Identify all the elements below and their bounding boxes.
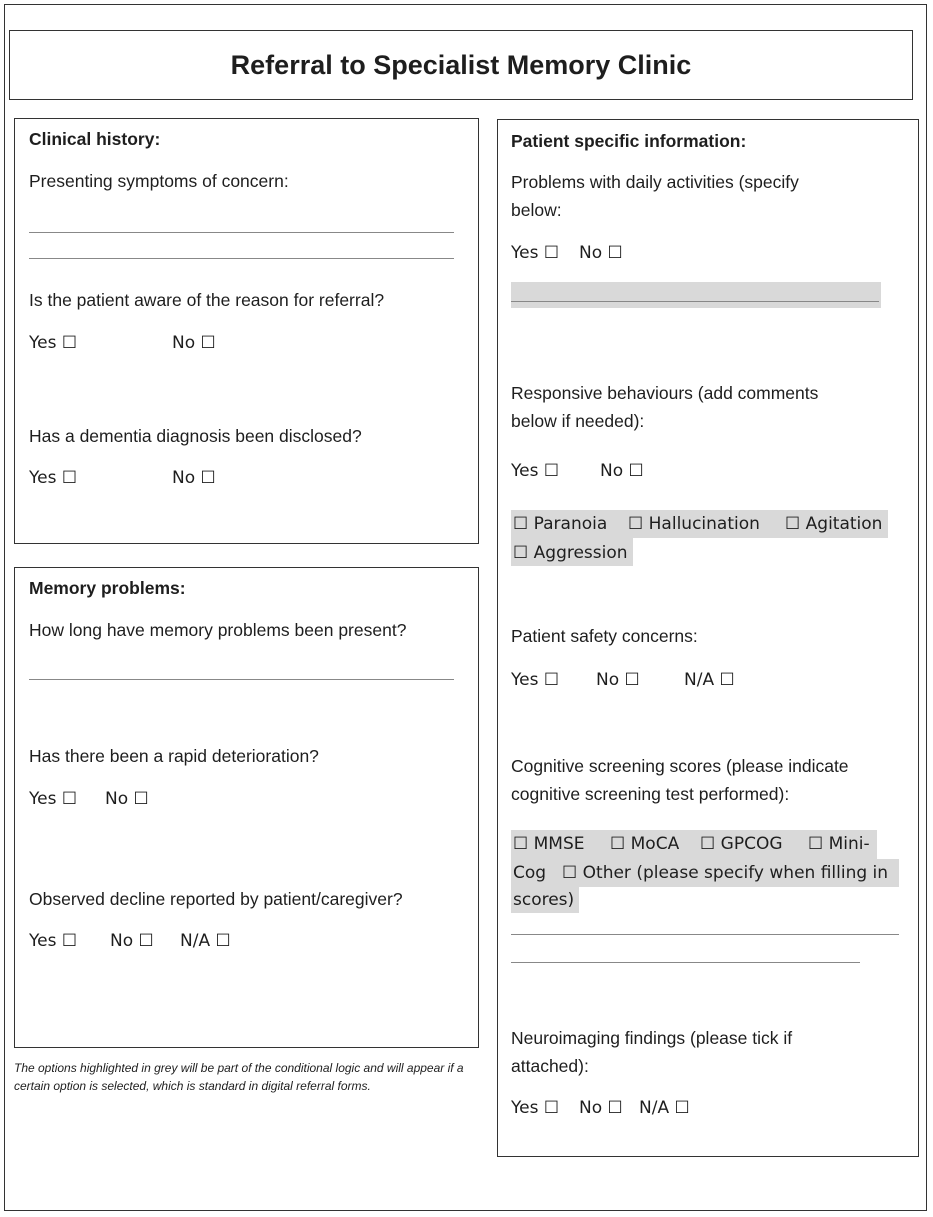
neuroimaging-na-checkbox[interactable]: N/A ☐ bbox=[639, 1098, 690, 1118]
mini-cog-checkbox[interactable]: ☐ Mini- bbox=[808, 834, 870, 854]
symptoms-line-1[interactable] bbox=[29, 232, 454, 233]
memory-duration-line[interactable] bbox=[29, 679, 454, 680]
other-test-label-cont: scores) bbox=[513, 890, 575, 910]
moca-checkbox[interactable]: ☐ MoCA bbox=[610, 834, 680, 854]
memory-duration-question: How long have memory problems been present? bbox=[29, 620, 407, 640]
dementia-disclosed-question: Has a dementia diagnosis been disclosed? bbox=[29, 426, 362, 446]
memory-problems-heading: Memory problems: bbox=[29, 578, 186, 598]
rapid-deterioration-yes-checkbox[interactable]: Yes ☐ bbox=[29, 789, 78, 809]
dementia-disclosed-yes-checkbox[interactable]: Yes ☐ bbox=[29, 468, 78, 488]
observed-decline-question: Observed decline reported by patient/caregiver? bbox=[29, 889, 403, 909]
responsive-behaviours-yes-checkbox[interactable]: Yes ☐ bbox=[511, 461, 560, 481]
form-title-box bbox=[9, 30, 913, 100]
daily-activities-line bbox=[511, 301, 879, 302]
agitation-checkbox[interactable]: ☐ Agitation bbox=[785, 514, 883, 534]
rapid-deterioration-question: Has there been a rapid deterioration? bbox=[29, 746, 319, 766]
daily-activities-label-line1: Problems with daily activities (specify bbox=[511, 172, 799, 192]
patient-safety-na-checkbox[interactable]: N/A ☐ bbox=[684, 670, 735, 690]
mini-cog-label-cont: Cog bbox=[513, 863, 547, 883]
responsive-behaviours-label-line1: Responsive behaviours (add comments bbox=[511, 383, 819, 403]
neuroimaging-yes-checkbox[interactable]: Yes ☐ bbox=[511, 1098, 560, 1118]
form-title: Referral to Specialist Memory Clinic bbox=[230, 49, 692, 80]
daily-activities-label-line2: below: bbox=[511, 200, 562, 220]
rapid-deterioration-no-checkbox[interactable]: No ☐ bbox=[105, 789, 149, 809]
neuroimaging-label-line1: Neuroimaging findings (please tick if bbox=[511, 1028, 793, 1048]
cognitive-scores-line-2[interactable] bbox=[511, 962, 860, 963]
neuroimaging-no-checkbox[interactable]: No ☐ bbox=[579, 1098, 623, 1118]
mmse-checkbox[interactable]: ☐ MMSE bbox=[513, 834, 585, 854]
daily-activities-no-checkbox[interactable]: No ☐ bbox=[579, 243, 623, 263]
paranoia-checkbox[interactable]: ☐ Paranoia bbox=[513, 514, 608, 534]
patient-info-heading: Patient specific information: bbox=[511, 131, 747, 151]
cognitive-screening-label-line2: cognitive screening test performed): bbox=[511, 784, 790, 804]
responsive-behaviours-label-line2: below if needed): bbox=[511, 411, 645, 431]
responsive-behaviours-no-checkbox[interactable]: No ☐ bbox=[600, 461, 644, 481]
clinical-history-heading: Clinical history: bbox=[29, 129, 161, 149]
cognitive-screening-label-line1: Cognitive screening scores (please indicate bbox=[511, 756, 849, 776]
observed-decline-na-checkbox[interactable]: N/A ☐ bbox=[180, 931, 231, 951]
aggression-checkbox[interactable]: ☐ Aggression bbox=[513, 543, 628, 563]
conditional-logic-note: The options highlighted in grey will be part of the conditional logic and will appear if a certain option is selected, which is standard in digital referral forms. bbox=[14, 1061, 464, 1093]
patient-aware-yes-checkbox[interactable]: Yes ☐ bbox=[29, 333, 78, 353]
patient-aware-no-checkbox[interactable]: No ☐ bbox=[172, 333, 216, 353]
patient-aware-question: Is the patient aware of the reason for referral? bbox=[29, 290, 385, 310]
gpcog-checkbox[interactable]: ☐ GPCOG bbox=[700, 834, 783, 854]
cognitive-scores-line-1[interactable] bbox=[511, 934, 899, 935]
daily-activities-details-field[interactable] bbox=[511, 282, 881, 308]
symptoms-line-2[interactable] bbox=[29, 258, 454, 259]
hallucination-checkbox[interactable]: ☐ Hallucination bbox=[628, 514, 760, 534]
patient-safety-no-checkbox[interactable]: No ☐ bbox=[596, 670, 640, 690]
patient-safety-yes-checkbox[interactable]: Yes ☐ bbox=[511, 670, 560, 690]
patient-safety-label: Patient safety concerns: bbox=[511, 626, 698, 646]
observed-decline-no-checkbox[interactable]: No ☐ bbox=[110, 931, 154, 951]
observed-decline-yes-checkbox[interactable]: Yes ☐ bbox=[29, 931, 78, 951]
other-test-checkbox[interactable]: ☐ Other (please specify when filling in bbox=[562, 863, 889, 883]
dementia-disclosed-no-checkbox[interactable]: No ☐ bbox=[172, 468, 216, 488]
presenting-symptoms-label: Presenting symptoms of concern: bbox=[29, 171, 289, 191]
neuroimaging-label-line2: attached): bbox=[511, 1056, 589, 1076]
daily-activities-yes-checkbox[interactable]: Yes ☐ bbox=[511, 243, 560, 263]
